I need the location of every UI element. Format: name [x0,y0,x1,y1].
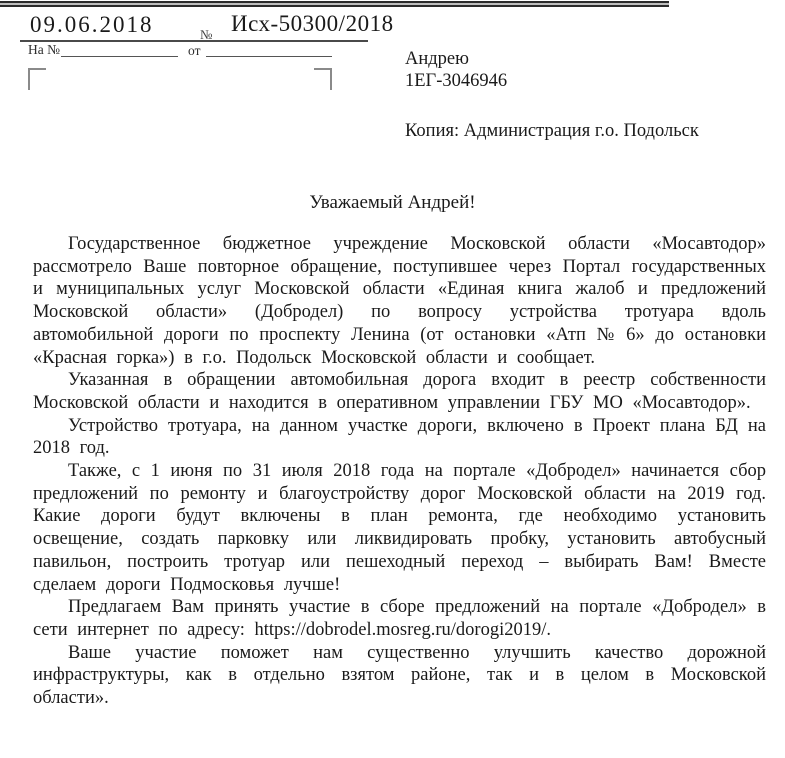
paragraph-intro: Государственное бюджетное учреждение Московской области «Мосавтодор» рассмотрело Ваше повторное обращение, поступившее через Портал государственных и муниципальных услуг Московской области «Единая книга жалоб и предложений Московской области» (Добродел) по вопросу устройства тротуара вдоль автомобильной дороги по проспекту Ленина (от остановки «Атп № 6» до остановки «Красная горка») в г.о. Подольск Московской области и сообщает. [33,234,766,368]
address-window-corner-left [28,68,46,90]
letter-date: 09.06.2018 [30,12,154,37]
paragraph-portal-invitation: Предлагаем Вам принять участие в сборе предложений на портале «Добродел» в сети интернет по адресу: https://dobrodel.mosreg.ru/dorogi2019/. [33,597,766,640]
paragraph-closing: Ваше участие поможет нам существенно улучшить качество дорожной инфраструктуры, как в отдельно взятом районе, так и в целом в Московской области». [33,642,766,709]
reply-to-number-label: На № [28,42,60,57]
salutation-line: Уважаемый Андрей! [309,192,476,213]
reply-to-number-blank-line [61,56,178,57]
outgoing-number: Исх-50300/2018 [231,11,394,36]
recipient-name: Андрею [405,49,469,69]
paragraph-plan-2018: Устройство тротуара, на данном участке дороги, включено в Проект плана БД на 2018 год. [33,415,766,459]
reply-from-blank-line [206,56,332,57]
recipient-case-number: 1ЕГ-3046946 [405,70,508,91]
paragraph-road-registry: Указанная в обращении автомобильная дорога входит в реестр собственности Московской области и находится в оперативном управлении ГБУ МО «Мосавтодор». [33,370,766,413]
recipient-block [405,49,699,143]
address-window-corner-right [314,68,332,90]
reply-from-label: от [188,43,201,58]
date-number-underline [20,40,368,42]
copy-recipient-line: Копия: Администрация г.о. Подольск [405,121,699,141]
letterhead-double-rule [0,1,669,7]
letter-body [33,233,766,710]
number-sign-label: № [200,27,213,42]
paragraph-dobrodel-collection: Также, с 1 июня по 31 июля 2018 года на портале «Добродел» начинается сбор предложений по ремонту и благоустройству дорог Московской области на 2019 год. Какие дороги будут включены в план ремонта, где необходимо установить освещение, создать парковку или ликвидировать пробку, установить автобусный павильон, построить тротуар или пешеходный переход – выбирать Вам! Вместе сделаем дороги Подмосковья лучше! [33,461,766,595]
